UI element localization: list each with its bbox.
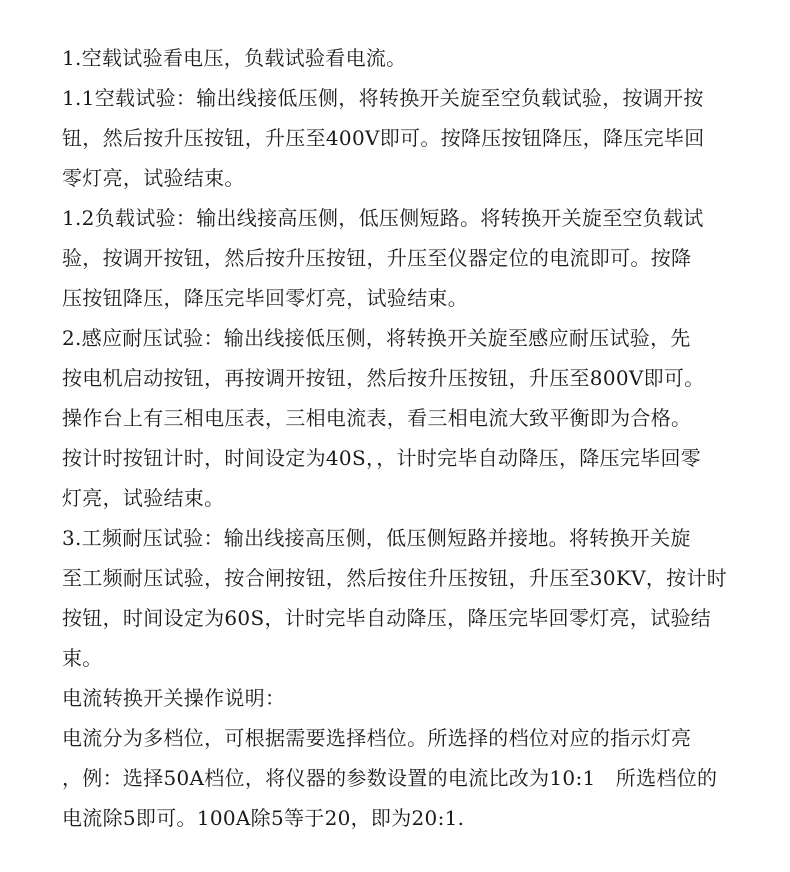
text-line-4: 零灯亮，试验结束。 <box>62 166 245 190</box>
text-line-7: 压按钮降压，降压完毕回零灯亮，试验结束。 <box>62 286 468 310</box>
text-line-16: 束。 <box>62 646 103 670</box>
document-body <box>62 38 762 838</box>
text-line-2: 1.1空载试验：输出线接低压侧，将转换开关旋至空负载试验，按调开按 <box>62 86 704 110</box>
text-line-8: 2.感应耐压试验：输出线接低压侧，将转换开关旋至感应耐压试验，先 <box>62 326 691 350</box>
text-line-3: 钮，然后按升压按钮，升压至400V即可。按降压按钮降压，降压完毕回 <box>62 126 705 150</box>
text-line-6: 验，按调开按钮，然后按升压按钮，升压至仪器定位的电流即可。按降 <box>62 246 692 270</box>
text-line-14: 至工频耐压试验，按合闸按钮，然后按住升压按钮，升压至30KV，按计时 <box>62 566 728 590</box>
text-line-11: 按计时按钮计时，时间设定为40S，，计时完毕自动降压，降压完毕回零 <box>62 446 702 470</box>
text-line-13: 3.工频耐压试验：输出线接高压侧，低压侧短路并接地。将转换开关旋 <box>62 526 691 550</box>
text-line-10: 操作台上有三相电压表，三相电流表，看三相电流大致平衡即为合格。 <box>62 406 692 430</box>
text-line-1: 1.空载试验看电压，负载试验看电流。 <box>62 46 407 70</box>
text-line-18: 电流分为多档位，可根据需要选择档位。所选择的档位对应的指示灯亮 <box>62 726 692 750</box>
text-line-19: ，例：选择50A档位，将仪器的参数设置的电流比改为10:1 所选档位的 <box>62 766 718 790</box>
text-line-5: 1.2负载试验：输出线接高压侧，低压侧短路。将转换开关旋至空负载试 <box>62 206 704 230</box>
text-line-15: 按钮，时间设定为60S，计时完毕自动降压，降压完毕回零灯亮，试验结 <box>62 606 712 630</box>
text-line-9: 按电机启动按钮，再按调开按钮，然后按升压按钮，升压至800V即可。 <box>62 366 705 390</box>
text-line-17: 电流转换开关操作说明： <box>62 686 286 710</box>
text-line-12: 灯亮，试验结束。 <box>62 486 225 510</box>
text-line-20: 电流除5即可。100A除5等于20，即为20:1. <box>62 806 465 830</box>
